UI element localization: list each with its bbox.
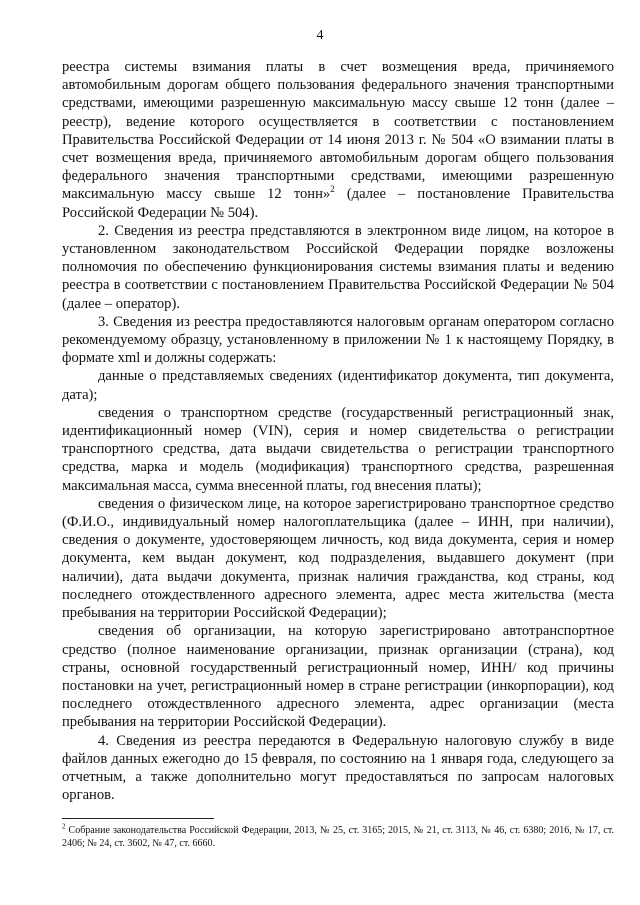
paragraph-item-2: 2. Сведения из реестра представляются в электронном виде лицом, на которое в установленном законодательством Российской Федерации порядке возложены полномочия по обеспечению функционирования системы взимания платы и ведению реестра в соответствии с постановлением Правительства Российской Федерации № 504 (далее – оператор).: [62, 222, 614, 312]
paragraph-organization-data: сведения об организации, на которую зарегистрировано автотранспортное средство (полное наименование организации, признак организации (страна), код страны, основной государственный регистрационный номер, ИНН/ код причины постановки на учет, регистрационный номер в стране регистрации (инкорпорации), код последнего отождествленного адресного элемента, адрес организации (места пребывания на территории Российской Федерации).: [62, 623, 614, 731]
paragraph-text: (далее – постановление Правительства Российской Федерации № 504).: [62, 186, 614, 221]
page-number: 4: [316, 28, 324, 43]
paragraph-vehicle-data: сведения о транспортном средстве (государственный регистрационный знак, идентификационный номер (VIN), серия и номер свидетельства о регистрации транспортного средства, дата выдачи свидетельства о регистрации транспортного средства, марка и модель (модификация) транспортного средства, разрешенная максимальная масса, сумма внесенной платы, год внесения платы);: [62, 404, 614, 494]
footnote-separator: [62, 818, 214, 819]
paragraph-text: реестра системы взимания платы в счет возмещения вреда, причиняемого автомобильным дорогам общего пользования федерального значения транспортными средствами, имеющими разрешенную максимальную массу свыше 12 тонн (далее – реестр), ведение которого осуществляется в соответствии с постановлением Правительства Российской Федерации от 14 июня 2013 г. № 504 «О взимании платы в счет возмещения вреда, причиняемого автомобильным дорогам общего пользования федерального значения транспортными средствами, имеющими разрешенную максимальную массу свыше 12 тонн»: [62, 59, 614, 203]
paragraph-registry-definition: [62, 58, 614, 222]
paragraph-individual-data: сведения о физическом лице, на которое зарегистрировано транспортное средство (Ф.И.О., индивидуальный номер налогоплательщика (далее – ИНН, при наличии), сведения о документе, удостоверяющем личность, код вида документа, серия и номер документа, кем выдан документ, код подразделения, выдавшего документ (при наличии), дата выдачи документа, признак наличия гражданства, код страны, код последнего отождествленного адресного элемента, адрес места жительства (места пребывания на территории Российской Федерации);: [62, 495, 614, 622]
footnote-text: Собрание законодательства Российской Федерации, 2013, № 25, ст. 3165; 2015, № 21, ст. 3113, № 46, ст. 6380; 2016, № 17, ст. 2406; № 24, ст. 3602, № 47, ст. 6660.: [62, 825, 614, 849]
paragraph-document-data: данные о представляемых сведениях (идентификатор документа, тип документа, дата);: [62, 368, 614, 403]
paragraph-item-4: 4. Сведения из реестра передаются в Федеральную налоговую службу в виде файлов данных ежегодно до 15 февраля, по состоянию на 1 января года, следующего за отчетным, а также дополнительно могут предоставляться по запросам налоговых органов.: [62, 732, 614, 804]
footnote-marker: 2: [62, 822, 66, 831]
footnote-reference: 2: [330, 184, 335, 195]
footnote: [62, 824, 614, 850]
paragraph-item-3: 3. Сведения из реестра предоставляются налоговым органам оператором согласно рекомендуемому образцу, установленному в приложении № 1 к настоящему Порядку, в формате xml и должны содержать:: [62, 313, 614, 367]
document-body: [62, 58, 614, 804]
